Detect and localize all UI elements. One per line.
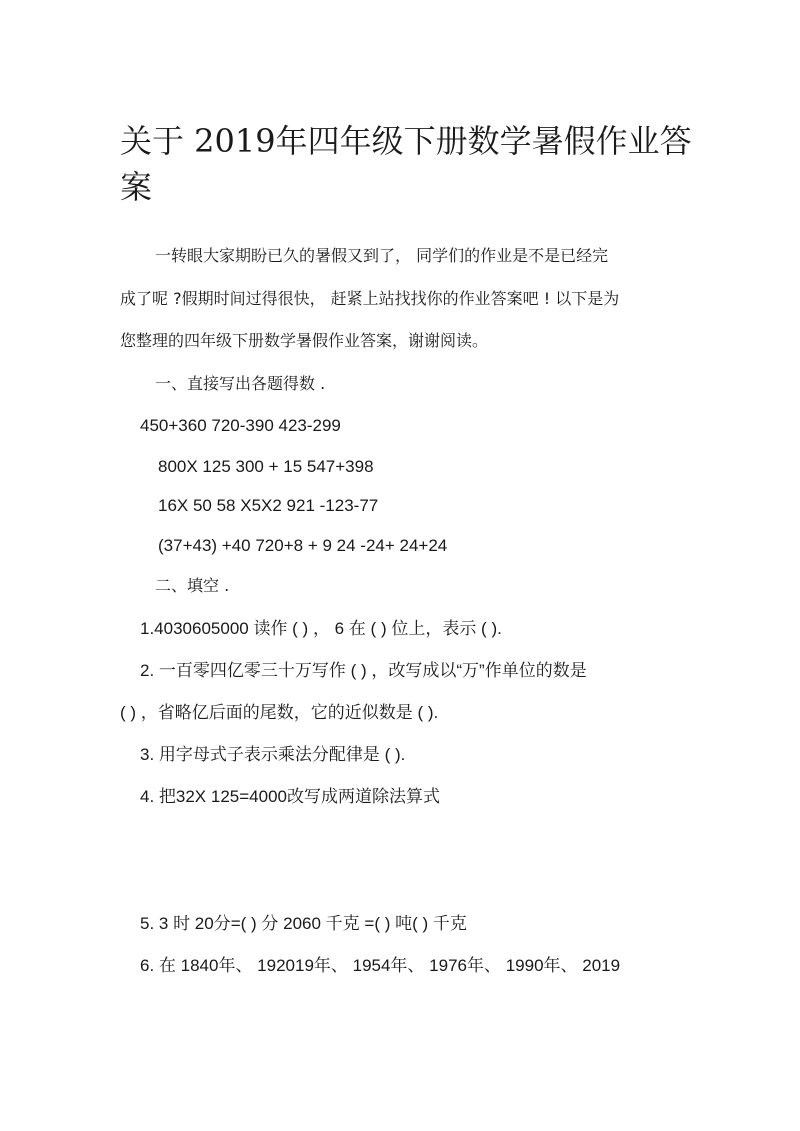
calc-row-1: 450+360 720-390 423-299 — [140, 416, 341, 435]
calc-row-2: 800X 125 300 + 15 547+398 — [158, 457, 374, 476]
fill-item-2-cont: ( ) ，省略亿后面的尾数，它的近似数是 ( ). — [120, 703, 439, 722]
section2-heading: 二、填空 . — [155, 576, 230, 595]
intro-line-3: 您整理的四年级下册数学暑假作业答案，谢谢阅读。 — [120, 331, 489, 350]
document-title: 关于 2019年四年级下册数学暑假作业答案 — [120, 122, 692, 206]
fill-item-3: 3. 用字母式子表示乘法分配律是 ( ). — [140, 745, 406, 764]
intro-line-2: 成了呢 ?假期时间过得很快， 赶紧上站找找你的作业答案吧 ! 以下是为 — [120, 289, 620, 308]
fill-item-6: 6. 在 1840年、 192019年、 1954年、 1976年、 1990年、 2019 — [140, 956, 621, 975]
fill-item-5: 5. 3 时 20分=( ) 分 2060 千克 =( ) 吨( ) 千克 — [140, 914, 467, 933]
calc-row-3: 16X 50 58 X5X2 921 -123-77 — [158, 496, 379, 515]
fill-item-2: 2. 一百零四亿零三十万写作 ( ) ，改写成以“万”作单位的数是 — [140, 661, 587, 680]
section1-heading: 一、直接写出各题得数 . — [155, 374, 326, 393]
intro-line-1: 一转眼大家期盼已久的暑假又到了， 同学们的作业是不是已经完 — [155, 246, 609, 265]
fill-item-4: 4. 把32X 125=4000改写成两道除法算式 — [140, 787, 440, 806]
calc-row-4: (37+43) +40 720+8 + 9 24 -24+ 24+24 — [158, 536, 448, 555]
fill-item-1: 1.4030605000 读作 ( ) ， 6 在 ( ) 位上，表示 ( ). — [140, 619, 502, 638]
